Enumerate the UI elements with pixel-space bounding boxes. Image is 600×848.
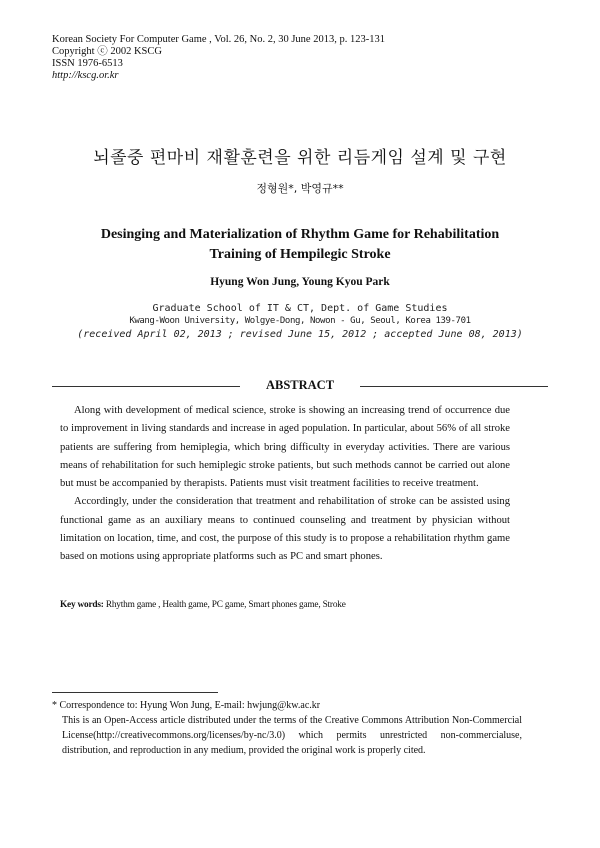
- abstract-body: [60, 402, 510, 567]
- english-authors: Hyung Won Jung, Young Kyou Park: [210, 276, 390, 288]
- english-title: [0, 225, 600, 265]
- journal-header: [52, 34, 385, 82]
- issn-line: ISSN 1976-6513: [52, 58, 123, 69]
- abstract-heading: [50, 378, 550, 394]
- english-title-line1: Desinging and Materialization of Rhythm Game for Rehabilitation: [100, 227, 500, 242]
- journal-url-link[interactable]: http://kscg.or.kr: [52, 70, 119, 81]
- affiliation-line2: Kwang-Woon University, Wolgye-Dong, Nowon - Gu, Seoul, Korea 139-701: [129, 316, 471, 326]
- citation-line: Korean Society For Computer Game , Vol. 26, No. 2, 30 June 2013, p. 123-131: [52, 34, 385, 45]
- abstract-paragraph-1: Along with development of medical science, stroke is showing an increasing trend of occurrence due to improvement in living standards and increase in aged population. In particular, about 56% of all stroke patients are suffering from hemiplegia, which bring difficulty in everyday activities. There are various means of rehabilitation for such hemiplegic stroke patients, but such methods cannot be carried out alone but must be accompanied by therapists. Patients must visit treatment facilities to receive treatment.: [60, 405, 510, 490]
- received-dates: (received April 02, 2013 ; revised June 15, 2012 ; accepted June 08, 2013): [77, 329, 523, 340]
- correspondence-note: * Correspondence to: Hyung Won Jung, E-mail: hwjung@kw.ac.kr: [52, 700, 321, 711]
- korean-authors: 정형원*, 박영규**: [256, 182, 344, 195]
- copyright-line: Copyright ⓒ 2002 KSCG: [52, 46, 162, 57]
- keywords-label: Key words:: [60, 600, 104, 610]
- open-access-note: This is an Open-Access article distributed under the terms of the Creative Commons Attribution Non-Commercial License(http://creativecommons.org/licenses/by-nc/3.0) which permits unrestricted non-commercialuse, distribution, and reproduction in any medium, provided the original work is properly cited.: [62, 715, 522, 756]
- abstract-paragraph-2: Accordingly, under the consideration that treatment and rehabilitation of stroke can be assisted using functional game as an auxiliary means to continued counseling and treatment by physician without limitation on location, time, and cost, the purpose of this study is to propose a rehabilitation rhythm game based on motions using appropriate platforms such as PC and smart phones.: [60, 496, 510, 563]
- korean-title: 뇌졸중 편마비 재활훈련을 위한 리듬게임 설계 및 구현: [93, 148, 507, 168]
- footnote: [52, 698, 522, 758]
- footnote-rule: [52, 692, 218, 693]
- english-title-line2: Training of Hempilegic Stroke: [209, 247, 391, 262]
- abstract-heading-label: ABSTRACT: [265, 378, 335, 392]
- affiliation: [0, 302, 600, 341]
- keywords: [60, 600, 540, 610]
- abstract-rule-right: [360, 386, 548, 387]
- affiliation-line1: Graduate School of IT & CT, Dept. of Game Studies: [152, 303, 448, 314]
- keywords-text: Rhythm game , Health game, PC game, Smart phones game, Stroke: [105, 600, 346, 610]
